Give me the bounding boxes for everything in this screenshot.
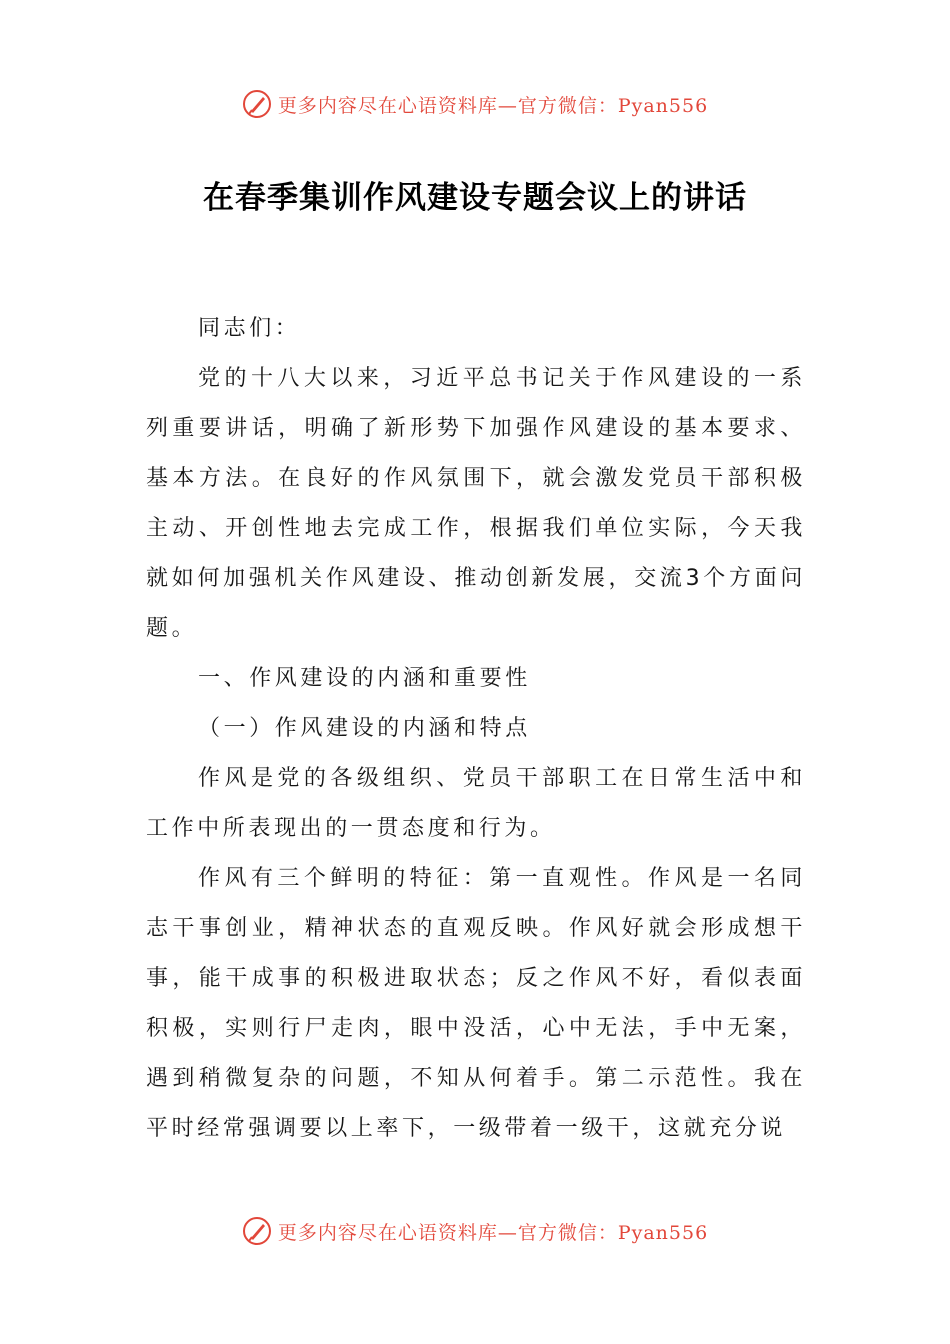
paragraph-features: 作风有三个鲜明的特征：第一直观性。作风是一名同志干事创业，精神状态的直观反映。作风好就会形成想干事，能干成事的积极进取状态；反之作风不好，看似表面积极，实则行尸走肉，眼中没活，心中无法，手中无案，遇到稍微复杂的问题，不知从何着手。第二示范性。我在平时经常强调要以上率下，一级带着一级干，这就充分说 (146, 866, 806, 1141)
paragraph-intro: 党的十八大以来，习近平总书记关于作风建设的一系列重要讲话，明确了新形势下加强作风建设的基本要求、基本方法。在良好的作风氛围下，就会激发党员干部积极主动、开创性地去完成工作，根据我们单位实际，今天我就如何加强机关作风建设、推动创新发展，交流3个方面问题。 (146, 366, 806, 641)
quill-logo-icon (242, 1216, 272, 1246)
paragraph-definition: 作风是党的各级组织、党员干部职工在日常生活中和工作中所表现出的一贯态度和行为。 (146, 766, 806, 841)
quill-logo-icon (242, 89, 272, 119)
section-heading: 一、作风建设的内涵和重要性 (198, 666, 531, 691)
watermark-text: 更多内容尽在心语资料库—官方微信：Pyan556 (277, 94, 709, 117)
salutation: 同志们： (198, 316, 301, 341)
header-watermark (0, 84, 950, 124)
subsection-heading: （一）作风建设的内涵和特点 (198, 716, 531, 741)
document-body (146, 304, 806, 1154)
footer-watermark (0, 1211, 950, 1251)
watermark-text: 更多内容尽在心语资料库—官方微信：Pyan556 (277, 1221, 709, 1244)
document-title: 在春季集训作风建设专题会议上的讲话 (203, 180, 747, 216)
